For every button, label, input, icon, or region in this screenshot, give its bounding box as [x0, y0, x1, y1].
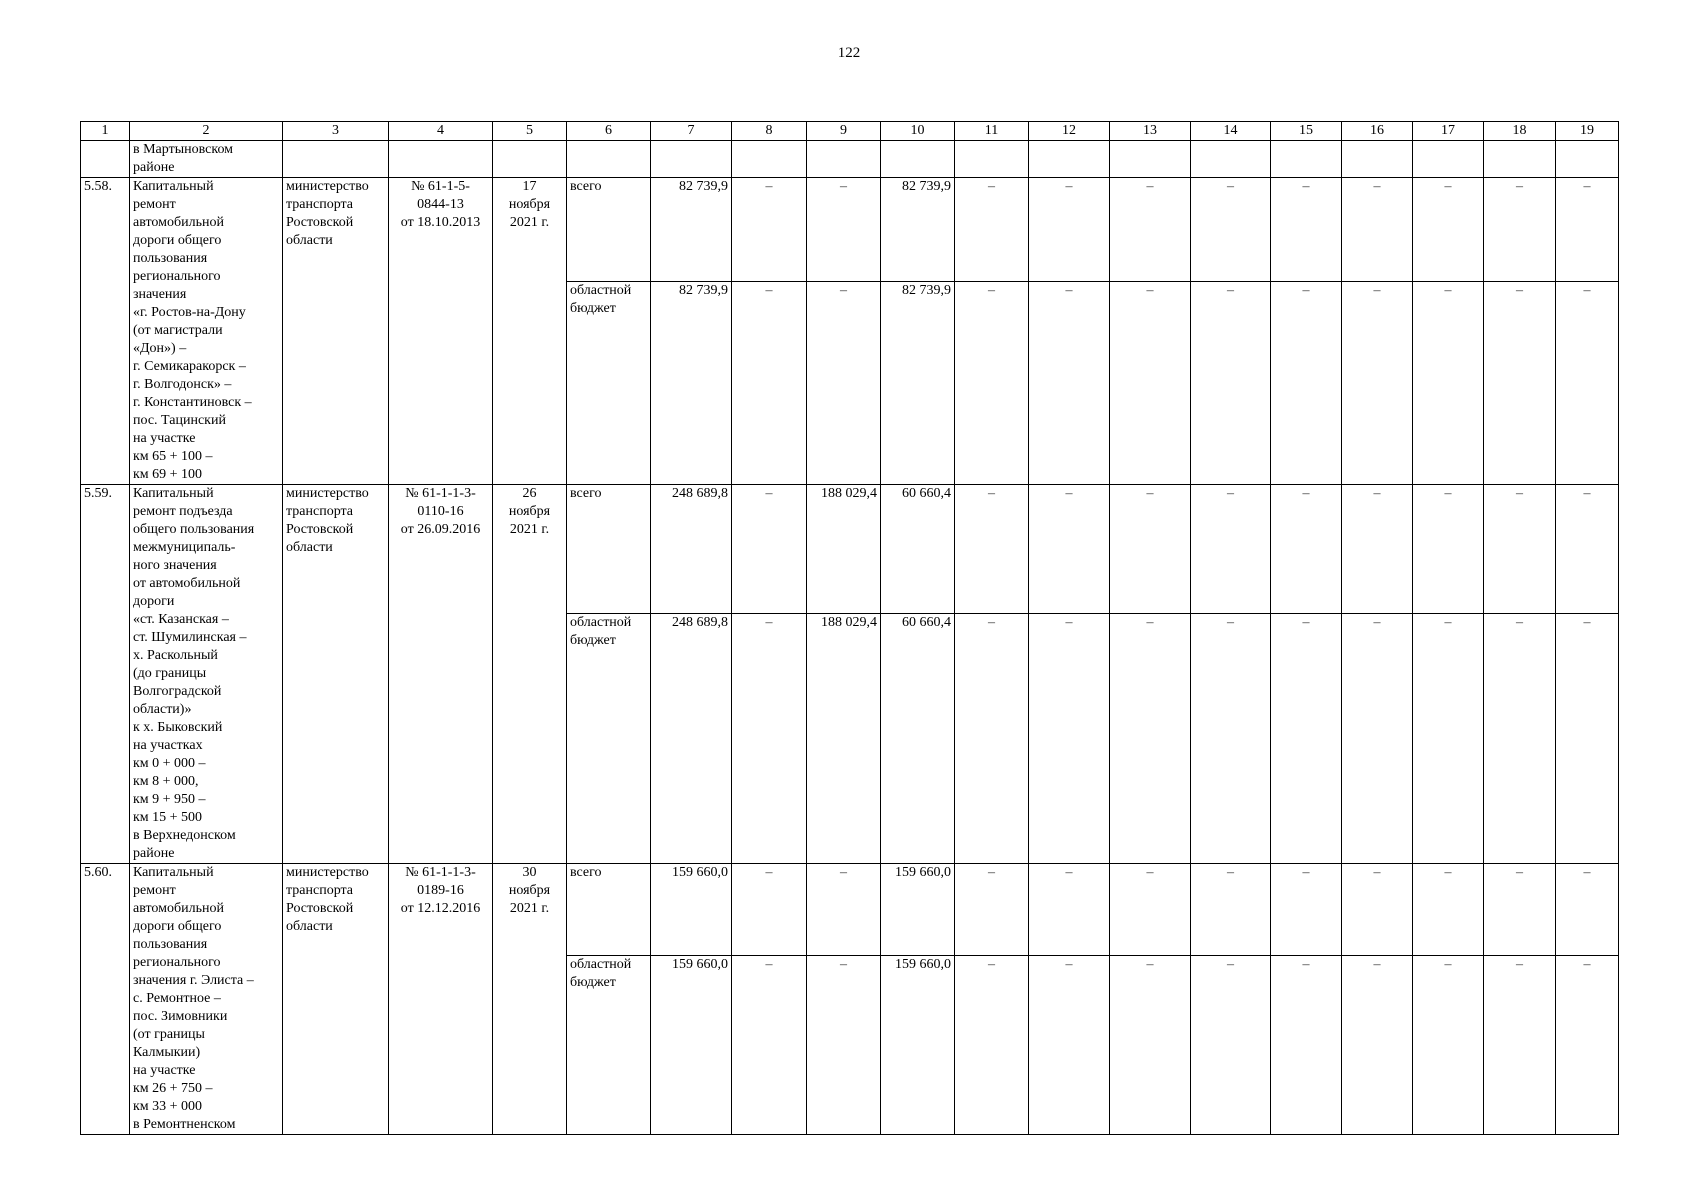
column-number: 6: [567, 122, 651, 141]
value-cell: –: [1029, 282, 1110, 485]
value-cell: –: [732, 282, 807, 485]
column-number: 1: [81, 122, 130, 141]
entry-date: 17 ноября 2021 г.: [493, 178, 567, 485]
value-cell: –: [1484, 613, 1556, 863]
column-number: 3: [283, 122, 389, 141]
value-cell: –: [1484, 955, 1556, 1134]
value-cell: 188 029,4: [807, 485, 881, 614]
cell: [955, 141, 1029, 178]
cell: [567, 141, 651, 178]
value-cell: –: [1556, 613, 1619, 863]
cell: [493, 141, 567, 178]
cell: [1191, 141, 1271, 178]
column-number: 8: [732, 122, 807, 141]
entry-customer: министерство транспорта Ростовской области: [283, 485, 389, 864]
value-cell: 82 739,9: [881, 282, 955, 485]
value-cell: –: [955, 485, 1029, 614]
value-cell: –: [807, 178, 881, 282]
column-number: 14: [1191, 122, 1271, 141]
entry-document: № 61-1-1-3- 0189-16 от 12.12.2016: [389, 864, 493, 1135]
value-cell: –: [1556, 955, 1619, 1134]
entry-total-row: [81, 485, 1619, 614]
value-cell: –: [1110, 178, 1191, 282]
value-cell: –: [732, 178, 807, 282]
value-cell: –: [1342, 282, 1413, 485]
value-cell: 159 660,0: [881, 864, 955, 956]
value-cell: –: [1271, 282, 1342, 485]
value-cell: –: [1110, 485, 1191, 614]
value-cell: –: [1556, 485, 1619, 614]
cell: [1556, 141, 1619, 178]
value-cell: 159 660,0: [881, 955, 955, 1134]
entry-customer: министерство транспорта Ростовской области: [283, 178, 389, 485]
value-cell: –: [1556, 178, 1619, 282]
value-cell: –: [955, 178, 1029, 282]
value-cell: –: [1029, 955, 1110, 1134]
column-number: 15: [1271, 122, 1342, 141]
value-cell: –: [1556, 282, 1619, 485]
value-cell: –: [1110, 282, 1191, 485]
value-cell: –: [1484, 864, 1556, 956]
value-cell: –: [1484, 485, 1556, 614]
value-cell: –: [1271, 955, 1342, 1134]
value-cell: –: [732, 955, 807, 1134]
value-cell: –: [1342, 955, 1413, 1134]
cell: [1413, 141, 1484, 178]
entry-number: 5.60.: [81, 864, 130, 1135]
column-number: 10: [881, 122, 955, 141]
value-cell: –: [807, 282, 881, 485]
value-cell: 159 660,0: [651, 864, 732, 956]
value-cell: 188 029,4: [807, 613, 881, 863]
column-number: 18: [1484, 122, 1556, 141]
column-number: 2: [130, 122, 283, 141]
column-number: 13: [1110, 122, 1191, 141]
value-cell: 248 689,8: [651, 613, 732, 863]
value-cell: 82 739,9: [651, 178, 732, 282]
value-cell: –: [1342, 485, 1413, 614]
cell: [389, 141, 493, 178]
source-total-label: всего: [567, 485, 651, 614]
entry-total-row: [81, 178, 1619, 282]
value-cell: –: [1110, 864, 1191, 956]
value-cell: –: [1191, 613, 1271, 863]
entry-name: Капитальный ремонт автомобильной дороги общего пользования регионального значения г. Элиста – с. Ремонтное – пос. Зимовники (от границы Калмыкии) на участке км 26 + 750 – км 33 + 000 в Ремонтненском: [130, 864, 283, 1135]
value-cell: –: [1484, 282, 1556, 485]
page-number: 122: [837, 45, 861, 61]
value-cell: –: [1413, 178, 1484, 282]
value-cell: –: [1271, 178, 1342, 282]
entry-customer: министерство транспорта Ростовской области: [283, 864, 389, 1135]
value-cell: –: [1342, 178, 1413, 282]
entry-name: Капитальный ремонт подъезда общего пользования межмуниципаль- ного значения от автомобильной дороги «ст. Казанская – ст. Шумилинская – х. Раскольный (до границы Волгоградской области)» к х. Быковский на участках км 0 + 000 – км 8 + 000, км 9 + 950 – км 15 + 500 в Верхнедонском районе: [130, 485, 283, 864]
value-cell: –: [1342, 613, 1413, 863]
value-cell: –: [1342, 864, 1413, 956]
value-cell: –: [1271, 864, 1342, 956]
cell: [1484, 141, 1556, 178]
entry-name: Капитальный ремонт автомобильной дороги общего пользования регионального значения «г. Ростов-на-Дону (от магистрали «Дон») – г. Семикаракорск – г. Волгодонск» – г. Константиновск – пос. Тацинский на участке км 65 + 100 – км 69 + 100: [130, 178, 283, 485]
source-budget-label: областной бюджет: [567, 282, 651, 485]
value-cell: –: [1191, 282, 1271, 485]
entry-number: 5.58.: [81, 178, 130, 485]
value-cell: –: [955, 613, 1029, 863]
cell: [881, 141, 955, 178]
value-cell: –: [1110, 613, 1191, 863]
cell: [1029, 141, 1110, 178]
value-cell: –: [732, 613, 807, 863]
source-budget-label: областной бюджет: [567, 955, 651, 1134]
value-cell: –: [955, 955, 1029, 1134]
source-total-label: всего: [567, 864, 651, 956]
value-cell: –: [1191, 864, 1271, 956]
value-cell: –: [1191, 955, 1271, 1134]
entry-total-row: [81, 864, 1619, 956]
cell: [1271, 141, 1342, 178]
value-cell: –: [1191, 485, 1271, 614]
column-number: 4: [389, 122, 493, 141]
entry-document: № 61-1-5- 0844-13 от 18.10.2013: [389, 178, 493, 485]
value-cell: –: [1029, 864, 1110, 956]
entry-number: 5.59.: [81, 485, 130, 864]
column-number: 7: [651, 122, 732, 141]
column-number-row: [81, 122, 1619, 141]
column-number: 17: [1413, 122, 1484, 141]
value-cell: 82 739,9: [651, 282, 732, 485]
cell: [1110, 141, 1191, 178]
value-cell: –: [1271, 613, 1342, 863]
column-number: 5: [493, 122, 567, 141]
value-cell: 82 739,9: [881, 178, 955, 282]
cell: [732, 141, 807, 178]
entry-document: № 61-1-1-3- 0110-16 от 26.09.2016: [389, 485, 493, 864]
value-cell: –: [955, 864, 1029, 956]
continuation-name: в Мартыновском районе: [130, 141, 283, 178]
value-cell: –: [1556, 864, 1619, 956]
source-total-label: всего: [567, 178, 651, 282]
value-cell: –: [807, 864, 881, 956]
source-budget-label: областной бюджет: [567, 613, 651, 863]
entry-date: 30 ноября 2021 г.: [493, 864, 567, 1135]
value-cell: –: [1029, 613, 1110, 863]
value-cell: –: [1271, 485, 1342, 614]
cell: [81, 141, 130, 178]
value-cell: –: [1029, 178, 1110, 282]
continuation-row: [81, 141, 1619, 178]
value-cell: –: [1413, 864, 1484, 956]
entry-date: 26 ноября 2021 г.: [493, 485, 567, 864]
value-cell: –: [1484, 178, 1556, 282]
value-cell: 159 660,0: [651, 955, 732, 1134]
value-cell: 248 689,8: [651, 485, 732, 614]
value-cell: –: [1413, 485, 1484, 614]
value-cell: 60 660,4: [881, 485, 955, 614]
value-cell: 60 660,4: [881, 613, 955, 863]
value-cell: –: [1029, 485, 1110, 614]
value-cell: –: [1191, 178, 1271, 282]
cell: [807, 141, 881, 178]
value-cell: –: [1413, 613, 1484, 863]
value-cell: –: [955, 282, 1029, 485]
cell: [1342, 141, 1413, 178]
column-number: 12: [1029, 122, 1110, 141]
column-number: 9: [807, 122, 881, 141]
value-cell: –: [1110, 955, 1191, 1134]
column-number: 16: [1342, 122, 1413, 141]
value-cell: –: [732, 485, 807, 614]
value-cell: –: [807, 955, 881, 1134]
cell: [283, 141, 389, 178]
value-cell: –: [1413, 282, 1484, 485]
value-cell: –: [1413, 955, 1484, 1134]
column-number: 19: [1556, 122, 1619, 141]
cell: [651, 141, 732, 178]
value-cell: –: [732, 864, 807, 956]
data-table: [80, 121, 1619, 1135]
column-number: 11: [955, 122, 1029, 141]
